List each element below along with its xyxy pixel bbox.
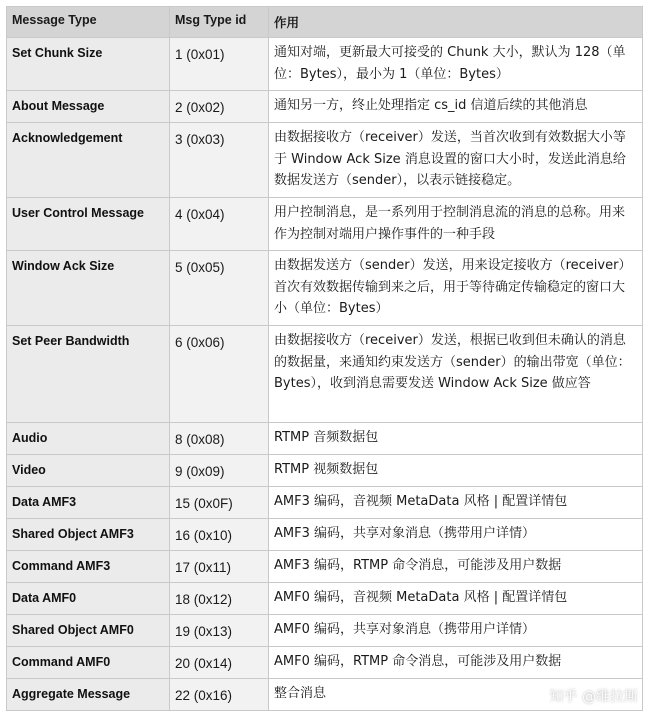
msg-type-id-cell: 20 (0x14) (170, 647, 269, 679)
message-type-cell: Data AMF0 (7, 583, 170, 615)
msg-type-id-cell: 6 (0x06) (170, 326, 269, 423)
msg-type-id-cell: 8 (0x08) (170, 423, 269, 455)
watermark: 知乎 @维拉斯 (549, 689, 638, 705)
message-type-cell: Shared Object AMF3 (7, 519, 170, 551)
description-cell: AMF3 编码，共享对象消息（携带用户详情） (269, 519, 643, 551)
msg-type-id-cell: 5 (0x05) (170, 251, 269, 326)
msg-type-id-cell: 1 (0x01) (170, 38, 269, 91)
message-type-cell: User Control Message (7, 198, 170, 251)
header-message-type: Message Type (7, 7, 170, 38)
msg-type-id-cell: 17 (0x11) (170, 551, 269, 583)
header-description: 作用 (269, 7, 643, 38)
table-row (7, 326, 643, 423)
description-cell: 整合消息 (269, 679, 643, 711)
message-type-cell: About Message (7, 91, 170, 123)
table-row (7, 38, 643, 91)
table-row (7, 198, 643, 251)
msg-type-id-cell: 19 (0x13) (170, 615, 269, 647)
description-cell: 由数据发送方（sender）发送，用来设定接收方（receiver）首次有效数据传输到来之后，用于等待确定传输稳定的窗口大小（单位：Bytes） (269, 251, 643, 326)
table-row (7, 679, 643, 711)
description-cell: 由数据接收方（receiver）发送，当首次收到有效数据大小等于 Window Ack Size 消息设置的窗口大小时，发送此消息给 数据发送方（sender），以表示链接稳定。 (269, 123, 643, 198)
table-row (7, 251, 643, 326)
table-row (7, 487, 643, 519)
message-type-cell: Aggregate Message (7, 679, 170, 711)
description-cell: AMF3 编码，音视频 MetaData 风格 | 配置详情包 (269, 487, 643, 519)
message-type-cell: Window Ack Size (7, 251, 170, 326)
message-type-cell: Set Peer Bandwidth (7, 326, 170, 423)
table-row (7, 423, 643, 455)
table-header-row (7, 7, 643, 38)
msg-type-id-cell: 22 (0x16) (170, 679, 269, 711)
table-row (7, 519, 643, 551)
header-msg-type-id: Msg Type id (170, 7, 269, 38)
table-row (7, 91, 643, 123)
msg-type-id-cell: 9 (0x09) (170, 455, 269, 487)
message-type-cell: Set Chunk Size (7, 38, 170, 91)
message-type-cell: Video (7, 455, 170, 487)
message-type-cell: Data AMF3 (7, 487, 170, 519)
description-cell: AMF3 编码，RTMP 命令消息，可能涉及用户数据 (269, 551, 643, 583)
message-type-cell: Command AMF0 (7, 647, 170, 679)
message-type-cell: Audio (7, 423, 170, 455)
description-cell: 用户控制消息，是一系列用于控制消息流的消息的总称。用来作为控制对端用户操作事件的一种手段 (269, 198, 643, 251)
description-cell: 由数据接收方（receiver）发送，根据已收到但未确认的消息的数据量，来通知约束发送方（sender）的输出带宽（单位：Bytes），收到消息需要发送 Window Ack Size 做应答 (269, 326, 643, 423)
msg-type-id-cell: 3 (0x03) (170, 123, 269, 198)
description-cell: RTMP 视频数据包 (269, 455, 643, 487)
message-type-cell: Command AMF3 (7, 551, 170, 583)
table-row (7, 455, 643, 487)
description-cell: AMF0 编码，音视频 MetaData 风格 | 配置详情包 (269, 583, 643, 615)
description-cell: 通知对端，更新最大可接受的 Chunk 大小，默认为 128（单位：Bytes），最小为 1（单位：Bytes） (269, 38, 643, 91)
table-row (7, 123, 643, 198)
table-row (7, 647, 643, 679)
description-cell: 通知另一方，终止处理指定 cs_id 信道后续的其他消息 (269, 91, 643, 123)
table-row (7, 551, 643, 583)
msg-type-id-cell: 16 (0x10) (170, 519, 269, 551)
msg-type-id-cell: 2 (0x02) (170, 91, 269, 123)
msg-type-id-cell: 18 (0x12) (170, 583, 269, 615)
description-cell: RTMP 音频数据包 (269, 423, 643, 455)
table-row (7, 583, 643, 615)
message-type-table (6, 6, 643, 711)
msg-type-id-cell: 15 (0x0F) (170, 487, 269, 519)
table-row (7, 615, 643, 647)
description-cell: AMF0 编码，RTMP 命令消息，可能涉及用户数据 (269, 647, 643, 679)
msg-type-id-cell: 4 (0x04) (170, 198, 269, 251)
description-cell: AMF0 编码，共享对象消息（携带用户详情） (269, 615, 643, 647)
message-type-cell: Acknowledgement (7, 123, 170, 198)
message-type-cell: Shared Object AMF0 (7, 615, 170, 647)
